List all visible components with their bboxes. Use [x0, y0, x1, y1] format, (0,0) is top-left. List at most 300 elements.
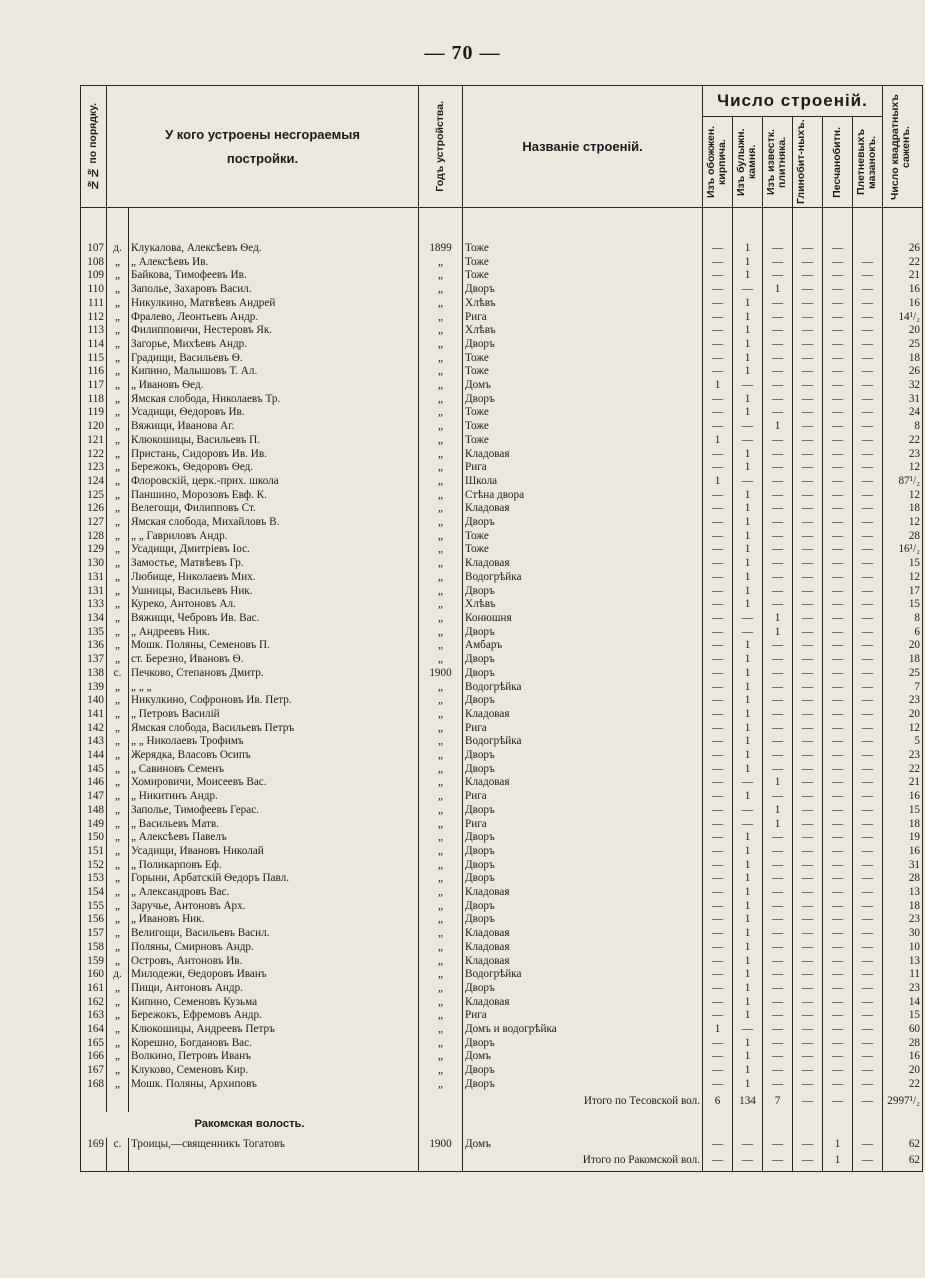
- cell-c1: —: [703, 461, 733, 475]
- cell-c1: —: [703, 242, 733, 256]
- col-lime-header: Изъ известк. плитняка.: [763, 117, 793, 208]
- cell-c5: —: [823, 256, 853, 270]
- cell-area: 22: [883, 1078, 923, 1092]
- total-tesovo-row: [81, 1092, 923, 1112]
- cell-area: 18: [883, 818, 923, 832]
- col-clay-header: Глинобит-ныхъ.: [793, 117, 823, 208]
- cell-c1: 1: [703, 1023, 733, 1037]
- cell-year: „: [419, 694, 463, 708]
- cell-c3: —: [763, 585, 793, 599]
- cell-c4: —: [793, 256, 823, 270]
- cell-pre: „: [107, 982, 129, 996]
- cell-pre: „: [107, 297, 129, 311]
- cell-owner: Заполье, Захаровъ Васил.: [129, 283, 419, 297]
- cell-year: „: [419, 708, 463, 722]
- cell-c5: —: [823, 804, 853, 818]
- cell-c5: —: [823, 1064, 853, 1078]
- cell-no: 119: [81, 406, 107, 420]
- cell-c2: 1: [733, 461, 763, 475]
- cell-pre: „: [107, 1037, 129, 1051]
- cell-no: 128: [81, 530, 107, 544]
- cell-c6: —: [853, 763, 883, 777]
- cell-pre: „: [107, 1078, 129, 1092]
- cell-c4: —: [793, 763, 823, 777]
- cell-c5: —: [823, 379, 853, 393]
- cell-c6: —: [853, 516, 883, 530]
- spacer-row: [81, 208, 923, 243]
- cell-c3: 1: [763, 612, 793, 626]
- cell-c2: 1: [733, 639, 763, 653]
- cell-c6: —: [853, 379, 883, 393]
- table-row: [81, 955, 923, 969]
- cell-c6: —: [853, 365, 883, 379]
- cell-c2: 1: [733, 982, 763, 996]
- cell-c4: —: [793, 461, 823, 475]
- table-row: [81, 667, 923, 681]
- cell-c1: —: [703, 420, 733, 434]
- cell-c3: —: [763, 256, 793, 270]
- cell-c1: —: [703, 941, 733, 955]
- cell-c1: —: [703, 269, 733, 283]
- cell-no: 117: [81, 379, 107, 393]
- cell-c2: —: [733, 475, 763, 489]
- cell-area: 16: [883, 283, 923, 297]
- cell-year: „: [419, 352, 463, 366]
- total-c5: 1: [823, 1151, 853, 1172]
- cell-year: „: [419, 626, 463, 640]
- table-row: [81, 585, 923, 599]
- cell-c4: —: [793, 694, 823, 708]
- cell-pre: „: [107, 996, 129, 1010]
- page-number: — 70 —: [424, 42, 501, 64]
- cell-no: 151: [81, 845, 107, 859]
- cell-owner: Клуково, Семеновъ Кир.: [129, 1064, 419, 1078]
- table-row: [81, 324, 923, 338]
- cell-c2: 1: [733, 1009, 763, 1023]
- cell-pre: „: [107, 461, 129, 475]
- cell-c3: 1: [763, 804, 793, 818]
- cell-c4: —: [793, 1078, 823, 1092]
- cell-c3: —: [763, 1064, 793, 1078]
- cell-year: „: [419, 982, 463, 996]
- cell-c3: —: [763, 968, 793, 982]
- cell-year: „: [419, 543, 463, 557]
- table-row: [81, 900, 923, 914]
- cell-c1: —: [703, 955, 733, 969]
- cell-c2: —: [733, 804, 763, 818]
- total-c3: —: [763, 1151, 793, 1172]
- cell-building: Хлѣвъ: [463, 598, 703, 612]
- table-row: [81, 543, 923, 557]
- cell-c3: —: [763, 1050, 793, 1064]
- cell-c1: —: [703, 585, 733, 599]
- cell-owner: Поляны, Смирновъ Андр.: [129, 941, 419, 955]
- cell-c5: —: [823, 681, 853, 695]
- cell-area: 8: [883, 612, 923, 626]
- total-area: 62: [883, 1151, 923, 1172]
- cell-c6: —: [853, 585, 883, 599]
- cell-area: 20: [883, 639, 923, 653]
- cell-area: 31: [883, 859, 923, 873]
- cell-c6: —: [853, 612, 883, 626]
- cell-area: 18: [883, 352, 923, 366]
- cell-c3: —: [763, 406, 793, 420]
- cell-c2: 1: [733, 831, 763, 845]
- cell-c1: —: [703, 996, 733, 1010]
- cell-building: Дворъ: [463, 694, 703, 708]
- cell-c4: —: [793, 475, 823, 489]
- cell-c3: 1: [763, 283, 793, 297]
- cell-c6: —: [853, 845, 883, 859]
- cell-pre: с.: [107, 667, 129, 681]
- cell-c2: —: [733, 283, 763, 297]
- cell-c3: —: [763, 352, 793, 366]
- cell-owner: Мошк. Поляны, Архиповъ: [129, 1078, 419, 1092]
- table-row: [81, 256, 923, 270]
- cell-c6: —: [853, 872, 883, 886]
- cell-c3: —: [763, 872, 793, 886]
- cell-c4: —: [793, 585, 823, 599]
- cell-year: „: [419, 639, 463, 653]
- cell-owner: „ „ Николаевъ Трофимъ: [129, 735, 419, 749]
- cell-c6: —: [853, 269, 883, 283]
- cell-c5: —: [823, 639, 853, 653]
- cell-year: „: [419, 379, 463, 393]
- cell-area: 28: [883, 530, 923, 544]
- cell-owner: „ Васильевъ Матв.: [129, 818, 419, 832]
- cell-c2: 1: [733, 311, 763, 325]
- cell-owner: „ Андреевъ Ник.: [129, 626, 419, 640]
- cell-c6: —: [853, 927, 883, 941]
- cell-pre: „: [107, 543, 129, 557]
- cell-c6: —: [853, 324, 883, 338]
- cell-building: Тоже: [463, 406, 703, 420]
- cell-area: 16: [883, 1050, 923, 1064]
- cell-c4: —: [793, 653, 823, 667]
- cell-c2: 1: [733, 735, 763, 749]
- cell-c2: —: [733, 1023, 763, 1037]
- cell-c3: —: [763, 749, 793, 763]
- cell-pre: „: [107, 818, 129, 832]
- cell-owner: Ушницы, Васильевъ Ник.: [129, 585, 419, 599]
- cell-c1: —: [703, 448, 733, 462]
- table-row: [81, 557, 923, 571]
- col-year-header: Годъ устройства.: [419, 86, 463, 208]
- cell-building: Дворъ: [463, 1064, 703, 1078]
- cell-c2: 1: [733, 338, 763, 352]
- cell-building: Дворъ: [463, 626, 703, 640]
- cell-no: 126: [81, 502, 107, 516]
- cell-c6: —: [853, 598, 883, 612]
- cell-building: Дворъ: [463, 667, 703, 681]
- cell-c2: 1: [733, 393, 763, 407]
- cell-owner: Вяжищи, Чебровъ Ив. Вас.: [129, 612, 419, 626]
- cell-building: Рига: [463, 461, 703, 475]
- cell-c5: —: [823, 886, 853, 900]
- cell-c5: —: [823, 968, 853, 982]
- cell-building: Водогрѣйка: [463, 735, 703, 749]
- cell-owner: Любище, Николаевъ Мих.: [129, 571, 419, 585]
- cell-year: „: [419, 311, 463, 325]
- cell-no: 139: [81, 681, 107, 695]
- cell-c1: —: [703, 790, 733, 804]
- cell-no: 108: [81, 256, 107, 270]
- cell-area: 12: [883, 571, 923, 585]
- cell-building: Дворъ: [463, 831, 703, 845]
- cell-c2: 1: [733, 886, 763, 900]
- cell-c4: —: [793, 735, 823, 749]
- total-c1: 6: [703, 1092, 733, 1112]
- cell-c3: —: [763, 516, 793, 530]
- cell-c1: —: [703, 1064, 733, 1078]
- cell-building: Дворъ: [463, 872, 703, 886]
- cell-c2: 1: [733, 1037, 763, 1051]
- cell-pre: „: [107, 1023, 129, 1037]
- cell-c4: —: [793, 639, 823, 653]
- cell-no: 131: [81, 571, 107, 585]
- cell-c3: —: [763, 1078, 793, 1092]
- cell-c3: —: [763, 681, 793, 695]
- table-row: [81, 379, 923, 393]
- cell-c2: 1: [733, 859, 763, 873]
- cell-c4: —: [793, 1138, 823, 1152]
- cell-c1: —: [703, 571, 733, 585]
- cell-c4: —: [793, 502, 823, 516]
- table-row: [81, 982, 923, 996]
- cell-owner: Филипповичи, Нестеровъ Як.: [129, 324, 419, 338]
- cell-c2: 1: [733, 297, 763, 311]
- cell-owner: Бережокъ, Ѳедоровъ Ѳед.: [129, 461, 419, 475]
- cell-c5: 1: [823, 1138, 853, 1152]
- cell-c2: 1: [733, 242, 763, 256]
- cell-c2: 1: [733, 502, 763, 516]
- cell-c3: —: [763, 1037, 793, 1051]
- cell-c2: 1: [733, 406, 763, 420]
- cell-c4: —: [793, 776, 823, 790]
- cell-c1: —: [703, 543, 733, 557]
- cell-owner: Усадищи, Ивановъ Николай: [129, 845, 419, 859]
- cell-c2: 1: [733, 256, 763, 270]
- cell-c5: —: [823, 845, 853, 859]
- cell-c2: 1: [733, 585, 763, 599]
- cell-owner: „ Петровъ Василій: [129, 708, 419, 722]
- cell-year: „: [419, 598, 463, 612]
- cell-year: „: [419, 571, 463, 585]
- cell-year: „: [419, 872, 463, 886]
- cell-c5: —: [823, 818, 853, 832]
- cell-no: 141: [81, 708, 107, 722]
- table-row: [81, 1009, 923, 1023]
- cell-year: „: [419, 818, 463, 832]
- cell-c3: —: [763, 790, 793, 804]
- table-row: [81, 420, 923, 434]
- cell-owner: „ Алексѣевъ Павелъ: [129, 831, 419, 845]
- cell-c3: —: [763, 982, 793, 996]
- cell-building: Тоже: [463, 530, 703, 544]
- cell-c3: —: [763, 927, 793, 941]
- table-row: [81, 530, 923, 544]
- table-row: [81, 489, 923, 503]
- cell-building: Водогрѣйка: [463, 571, 703, 585]
- cell-area: 11: [883, 968, 923, 982]
- cell-c2: 1: [733, 598, 763, 612]
- cell-owner: Волкино, Петровъ Иванъ: [129, 1050, 419, 1064]
- cell-c4: —: [793, 1064, 823, 1078]
- cell-pre: „: [107, 571, 129, 585]
- cell-year: „: [419, 338, 463, 352]
- cell-c3: —: [763, 365, 793, 379]
- cell-no: 150: [81, 831, 107, 845]
- cell-c1: —: [703, 516, 733, 530]
- cell-c6: [853, 242, 883, 256]
- table-row: [81, 763, 923, 777]
- cell-no: 111: [81, 297, 107, 311]
- cell-year: „: [419, 845, 463, 859]
- cell-owner: Ямская слобода, Васильевъ Петръ: [129, 722, 419, 736]
- col-area-header: Число квадратныхъ саженъ.: [883, 86, 923, 208]
- cell-year: 1900: [419, 1138, 463, 1152]
- table-row: [81, 872, 923, 886]
- cell-building: Кладовая: [463, 502, 703, 516]
- cell-year: „: [419, 489, 463, 503]
- cell-c5: —: [823, 420, 853, 434]
- cell-area: 18: [883, 900, 923, 914]
- cell-c3: —: [763, 297, 793, 311]
- cell-c4: —: [793, 612, 823, 626]
- cell-c1: —: [703, 982, 733, 996]
- cell-pre: „: [107, 831, 129, 845]
- cell-building: Дворъ: [463, 283, 703, 297]
- cell-year: 1900: [419, 667, 463, 681]
- cell-c6: —: [853, 722, 883, 736]
- table-row: [81, 859, 923, 873]
- cell-c5: —: [823, 831, 853, 845]
- cell-owner: Горыни, Арбатскій Ѳедоръ Павл.: [129, 872, 419, 886]
- cell-building: Водогрѣйка: [463, 968, 703, 982]
- table-row: [81, 1037, 923, 1051]
- cell-area: 13: [883, 886, 923, 900]
- cell-building: Дворъ: [463, 338, 703, 352]
- cell-pre: „: [107, 722, 129, 736]
- cell-c6: —: [853, 406, 883, 420]
- cell-c5: —: [823, 763, 853, 777]
- cell-year: „: [419, 1078, 463, 1092]
- cell-year: „: [419, 1009, 463, 1023]
- cell-c4: —: [793, 872, 823, 886]
- cell-c6: —: [853, 256, 883, 270]
- cell-building: Дворъ: [463, 804, 703, 818]
- cell-c5: —: [823, 448, 853, 462]
- cell-c6: —: [853, 543, 883, 557]
- cell-year: „: [419, 269, 463, 283]
- table-row: [81, 448, 923, 462]
- cell-c5: —: [823, 653, 853, 667]
- cell-area: 30: [883, 927, 923, 941]
- cell-c4: —: [793, 420, 823, 434]
- cell-pre: „: [107, 790, 129, 804]
- cell-c1: —: [703, 968, 733, 982]
- cell-c4: —: [793, 708, 823, 722]
- cell-c2: 1: [733, 365, 763, 379]
- cell-c4: —: [793, 338, 823, 352]
- cell-c5: —: [823, 297, 853, 311]
- total-c6: —: [853, 1092, 883, 1112]
- cell-no: 129: [81, 543, 107, 557]
- cell-c2: 1: [733, 941, 763, 955]
- cell-area: 25: [883, 667, 923, 681]
- cell-c4: —: [793, 681, 823, 695]
- cell-c3: 1: [763, 420, 793, 434]
- cell-building: Тоже: [463, 434, 703, 448]
- cell-area: 16: [883, 297, 923, 311]
- cell-c2: 1: [733, 913, 763, 927]
- cell-year: „: [419, 941, 463, 955]
- cell-area: 12: [883, 489, 923, 503]
- cell-c5: —: [823, 694, 853, 708]
- total-c2: —: [733, 1151, 763, 1172]
- cell-c4: —: [793, 516, 823, 530]
- cell-building: Дворъ: [463, 845, 703, 859]
- cell-area: 17: [883, 585, 923, 599]
- cell-pre: „: [107, 763, 129, 777]
- cell-owner: Байкова, Тимофеевъ Ив.: [129, 269, 419, 283]
- cell-c1: —: [703, 1037, 733, 1051]
- table-row: [81, 269, 923, 283]
- cell-pre: „: [107, 927, 129, 941]
- cell-c1: 1: [703, 475, 733, 489]
- total-c1: —: [703, 1151, 733, 1172]
- cell-building: Домъ: [463, 1138, 703, 1152]
- cell-c4: —: [793, 530, 823, 544]
- cell-pre: „: [107, 434, 129, 448]
- cell-c1: —: [703, 900, 733, 914]
- cell-year: „: [419, 324, 463, 338]
- cell-pre: „: [107, 804, 129, 818]
- cell-c6: —: [853, 681, 883, 695]
- cell-no: 135: [81, 626, 107, 640]
- cell-no: 138: [81, 667, 107, 681]
- cell-owner: Кипино, Семеновъ Кузьма: [129, 996, 419, 1010]
- table-row: [81, 681, 923, 695]
- cell-building: Дворъ: [463, 749, 703, 763]
- cell-owner: Паншино, Морозовъ Евф. К.: [129, 489, 419, 503]
- cell-c4: —: [793, 667, 823, 681]
- cell-c6: —: [853, 639, 883, 653]
- cell-c1: —: [703, 502, 733, 516]
- cell-pre: „: [107, 639, 129, 653]
- cell-c5: —: [823, 859, 853, 873]
- cell-c1: —: [703, 653, 733, 667]
- cell-pre: „: [107, 735, 129, 749]
- cell-c5: —: [823, 900, 853, 914]
- cell-c4: —: [793, 749, 823, 763]
- cell-year: „: [419, 612, 463, 626]
- cell-c6: —: [853, 489, 883, 503]
- cell-c6: —: [853, 1023, 883, 1037]
- cell-year: „: [419, 1050, 463, 1064]
- cell-area: 60: [883, 1023, 923, 1037]
- cell-c3: 1: [763, 626, 793, 640]
- cell-c1: —: [703, 763, 733, 777]
- cell-area: 16: [883, 790, 923, 804]
- cell-c5: —: [823, 571, 853, 585]
- cell-year: 1899: [419, 242, 463, 256]
- cell-no: 116: [81, 365, 107, 379]
- cell-building: Дворъ: [463, 900, 703, 914]
- cell-c5: —: [823, 434, 853, 448]
- cell-c1: —: [703, 1009, 733, 1023]
- cell-c2: 1: [733, 900, 763, 914]
